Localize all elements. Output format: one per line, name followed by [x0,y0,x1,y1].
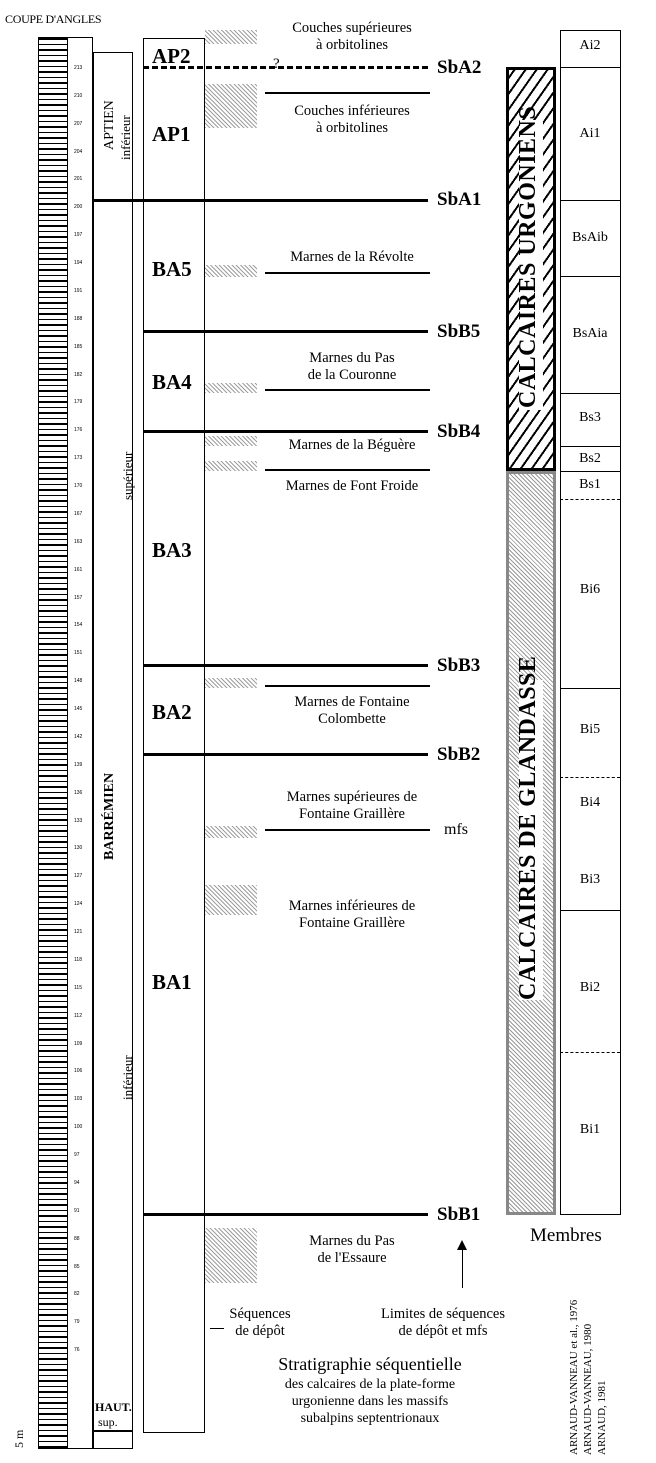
reference-3: ARNAUD, 1981 [596,1380,608,1455]
marl-patch-3 [205,265,257,277]
column-number: 91 [74,1207,80,1214]
column-number: 157 [74,594,83,601]
column-number: 79 [74,1319,80,1326]
column-number: 130 [74,845,83,852]
member-divider-9 [560,777,620,778]
column-number: 124 [74,901,83,908]
stage-aptien: APTIEN [102,100,117,150]
boundary-sbb4-label: SbB4 [437,421,481,442]
column-number: 194 [74,260,83,267]
boundary-sba2-line [143,66,428,69]
member-bi1: Bi1 [579,1122,601,1137]
marl-patch-7 [205,678,257,688]
column-number: 82 [74,1291,80,1298]
member-bsaia: BsAia [572,326,608,341]
column-number: 145 [74,706,83,713]
boundary-sba2-label: SbA2 [437,57,482,78]
column-number: 154 [74,622,83,629]
marl-revolte: Marnes de la Révolte [290,249,414,265]
boundary-sbb2-label: SbB2 [437,744,481,765]
marl-essaure: Marnes du Pas de l'Essaure [309,1233,395,1266]
boundary-sbb3-label: SbB3 [437,655,481,676]
column-number: 85 [74,1263,80,1270]
reference-2: ARNAUD-VANNEAU, 1980 [582,1323,594,1455]
marl-patch-4 [205,383,257,393]
mfs-label: mfs [444,821,468,838]
member-divider-7 [560,499,620,500]
column-number: 127 [74,873,83,880]
marl-line-couronne [265,389,430,391]
column-number: 163 [74,538,83,545]
marl-couches-sup: Couches supérieures à orbitolines [292,20,412,53]
column-number: 197 [74,232,83,239]
seq-ba5: BA5 [152,257,192,281]
stage-aptien-sub: inférieur [118,115,133,160]
column-number: 210 [74,92,83,99]
stage-column [93,52,133,1449]
member-divider-3 [560,276,620,277]
marl-graillere-inf: Marnes inférieures de Fontaine Graillère [288,898,416,931]
member-bi4: Bi4 [579,795,601,810]
stage-barremien-inf: inférieur [120,1055,135,1100]
boundary-sba1-line [93,199,428,202]
marl-patch-5 [205,436,257,446]
column-number: 161 [74,566,83,573]
seq-ba4: BA4 [152,370,192,394]
seq-ba3: BA3 [152,538,192,562]
member-bi6: Bi6 [579,582,601,597]
member-bs2: Bs2 [579,451,601,466]
marl-couches-inf: Couches inférieures à orbitolines [294,103,410,136]
members-column [560,30,621,1215]
boundary-sbb5-label: SbB5 [437,321,481,342]
column-number: 115 [74,984,82,991]
boundary-sbb3-line [143,664,428,667]
column-number: 191 [74,287,83,294]
column-number: 121 [74,929,83,936]
column-number: 207 [74,120,83,127]
column-number: 176 [74,427,83,434]
column-number: 109 [74,1040,83,1047]
marl-couronne: Marnes du Pas de la Couronne [307,350,397,383]
members-title: Membres [530,1225,602,1246]
member-divider-5 [560,446,620,447]
scale-label: 5 m [12,1429,26,1448]
formation-urgoniens: CALCAIRES URGONIENS [515,105,541,408]
member-bsaib: BsAib [572,230,608,245]
column-number: 173 [74,455,83,462]
column-number: 133 [74,817,83,824]
legend-title: Stratigraphie séquentielle [278,1354,462,1374]
column-number: 179 [74,399,83,406]
seq-ap2: AP2 [152,44,191,68]
member-bi5: Bi5 [579,722,601,737]
legend-limits: Limites de séquences de dépôt et mfs [380,1306,505,1339]
column-number: 200 [74,204,83,211]
marl-colombette: Marnes de Fontaine Colombette [294,694,410,727]
boundary-sbb1-line [143,1213,428,1216]
member-bi3: Bi3 [579,872,601,887]
column-number: 118 [74,956,82,963]
column-number: 188 [74,315,83,322]
column-number: 201 [74,176,83,183]
member-bs3: Bs3 [579,410,601,425]
legend-arrow-line [462,1250,463,1288]
marl-patch-1 [205,30,257,44]
column-number: 148 [74,678,83,685]
column-number: 142 [74,733,83,740]
column-number: 100 [74,1124,83,1131]
stage-divider-haut [93,1430,133,1432]
marl-beguere: Marnes de la Béguère [288,437,416,453]
legend-arrow-icon [457,1240,467,1250]
member-bi2: Bi2 [579,980,601,995]
marl-graillere-sup: Marnes supérieures de Fontaine Graillère [286,789,418,822]
marl-patch-10 [205,1228,257,1283]
marl-font-froide: Marnes de Font Froide [285,478,419,494]
member-divider-6 [560,471,620,472]
member-divider-2 [560,200,620,201]
column-number: 88 [74,1235,80,1242]
column-number: 76 [74,1347,80,1354]
column-number: 103 [74,1096,83,1103]
marl-line-revolte [265,272,430,274]
stage-haut: HAUT. [95,1400,132,1414]
section-title: COUPE D'ANGLES [5,12,102,26]
stage-barremien-sup: supérieur [120,451,135,500]
column-number: 139 [74,761,83,768]
marl-line-font-froide [265,469,430,471]
column-number: 213 [74,65,83,71]
column-number: 170 [74,483,83,490]
column-number: 182 [74,371,83,378]
boundary-sbb4-line [143,430,428,433]
boundary-sbb5-line [143,330,428,333]
column-number: 97 [74,1152,80,1159]
column-number: 167 [74,510,83,517]
marl-patch-9 [205,885,257,915]
column-number: 112 [74,1012,82,1019]
member-ai2: Ai2 [579,38,601,53]
marl-line-colombette [265,685,430,687]
column-number: 106 [74,1068,83,1075]
column-number: 136 [74,789,83,796]
member-divider-11 [560,1052,620,1053]
member-bs1: Bs1 [579,477,601,492]
column-number: 204 [74,148,83,155]
boundary-sbb1-label: SbB1 [437,1204,481,1225]
formation-glandasse: CALCAIRES DE GLANDASSE [515,655,541,1000]
legend-subtitle: des calcaires de la plate-forme urgonienne dans les massifs subalpins septentrionaux [284,1377,456,1426]
column-numbers [74,65,94,1375]
seq-ba1: BA1 [152,970,192,994]
column-number: 185 [74,343,83,350]
stage-barremien: BARRÉMIEN [102,772,117,860]
marl-patch-6 [205,461,257,471]
legend-sequences: Séquences de dépôt [229,1306,291,1339]
stage-haut-sub: sup. [98,1415,118,1429]
reference-1: ARNAUD-VANNEAU et al., 1976 [568,1299,580,1455]
column-number: 94 [74,1179,80,1186]
sequence-column [143,38,205,1433]
seq-ap1: AP1 [152,122,191,146]
marl-line-orbitolines [265,92,430,94]
member-divider-1 [560,67,620,68]
member-divider-10 [560,910,620,911]
marl-line-graillere-sup [265,829,430,831]
boundary-sbb2-line [143,753,428,756]
marl-patch-2 [205,84,257,128]
marl-patch-8 [205,826,257,838]
column-number: 151 [74,650,83,657]
member-ai1: Ai1 [579,126,601,141]
member-divider-8 [560,688,620,689]
member-divider-4 [560,393,620,394]
seq-ba2: BA2 [152,700,192,724]
boundary-sba1-label: SbA1 [437,189,482,210]
boundary-question: ? [273,56,280,72]
